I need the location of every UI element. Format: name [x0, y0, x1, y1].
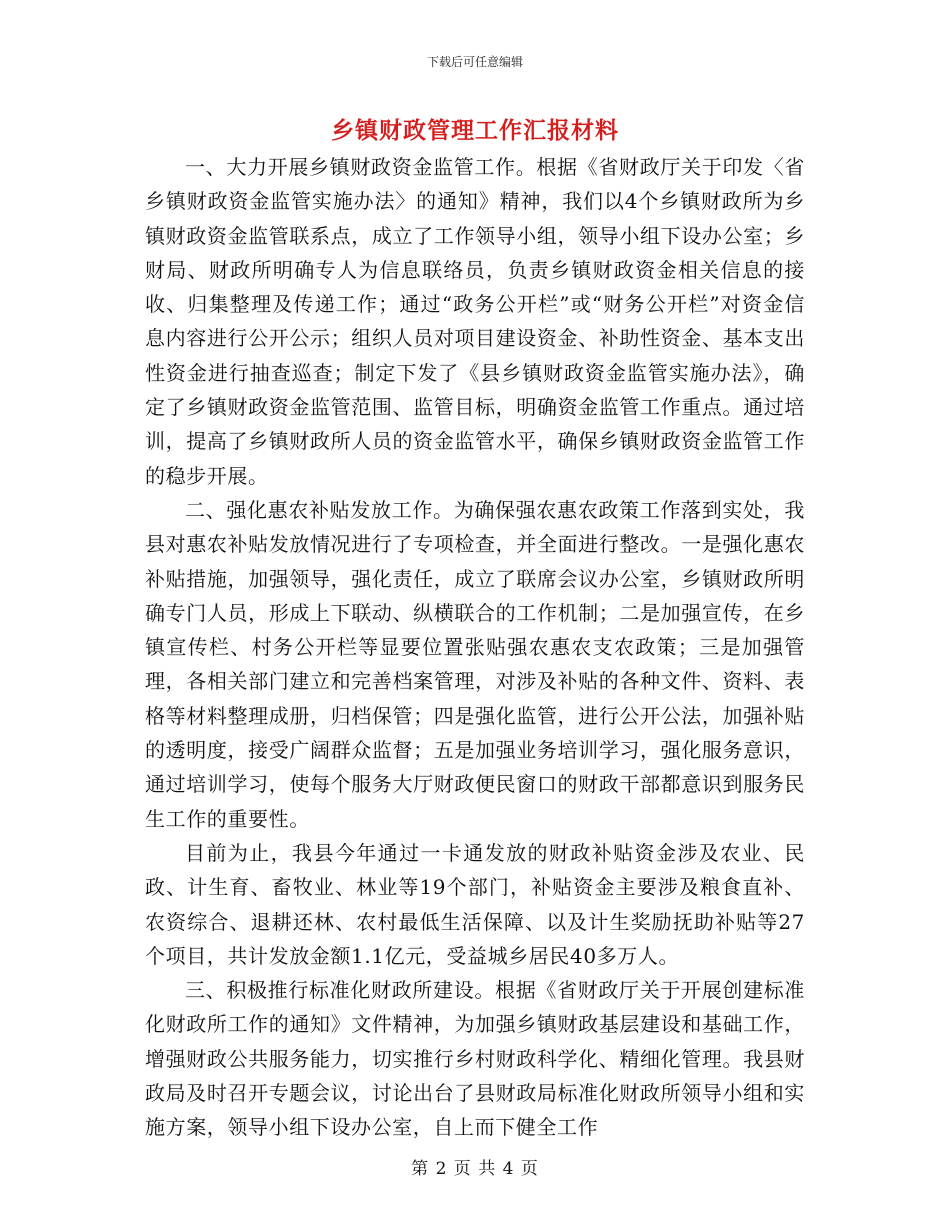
page-footer: 第 2 页 共 4 页 — [411, 1159, 539, 1179]
document-title: 乡镇财政管理工作汇报材料 — [331, 117, 619, 144]
document-body — [145, 150, 805, 1145]
header-note: 下载后可任意编辑 — [426, 55, 523, 69]
paragraph-1: 一、大力开展乡镇财政资金监管工作。根据《省财政厅关于印发〈省乡镇财政资金监管实施办法〉的通知》精神，我们以4个乡镇财政所为乡镇财政资金监管联系点，成立了工作领导小组，领导小组下设办公室；乡财局、财政所明确专人为信息联络员，负责乡镇财政资金相关信息的接收、归集整理及传递工作；通过“政务公开栏”或“财务公开栏”对资金信息内容进行公开公示；组织人员对项目建设资金、补助性资金、基本支出性资金进行抽查巡查；制定下发了《县乡镇财政资金监管实施办法》，确定了乡镇财政资金监管范围、监管目标，明确资金监管工作重点。通过培训，提高了乡镇财政所人员的资金监管水平，确保乡镇财政资金监管工作的稳步开展。 — [145, 155, 805, 488]
paragraph-2: 二、强化惠农补贴发放工作。为确保强农惠农政策工作落到实处，我县对惠农补贴发放情况进行了专项检查，并全面进行整改。一是强化惠农补贴措施，加强领导，强化责任，成立了联席会议办公室，乡镇财政所明确专门人员，形成上下联动、纵横联合的工作机制；二是加强宣传，在乡镇宣传栏、村务公开栏等显要位置张贴强农惠农支农政策；三是加强管理，各相关部门建立和完善档案管理，对涉及补贴的各种文件、资料、表格等材料整理成册，归档保管；四是强化监管，进行公开公法，加强补贴的透明度，接受广阔群众监督；五是加强业务培训学习，强化服务意识，通过培训学习，使每个服务大厅财政便民窗口的财政干部都意识到服务民生工作的重要性。 — [145, 497, 805, 831]
paragraph-4: 三、积极推行标准化财政所建设。根据《省财政厅关于开展创建标准化财政所工作的通知》文件精神，为加强乡镇财政基层建设和基础工作，增强财政公共服务能力，切实推行乡村财政科学化、精细化管理。我县财政局及时召开专题会议，讨论出台了县财政局标准化财政所领导小组和实施方案，领导小组下设办公室，自上而下健全工作 — [145, 978, 805, 1140]
paragraph-3: 目前为止，我县今年通过一卡通发放的财政补贴资金涉及农业、民政、计生育、畜牧业、林业等19个部门，补贴资金主要涉及粮食直补、农资综合、退耕还林、农村最低生活保障、以及计生奖励抚助补贴等27个项目，共计发放金额1.1亿元，受益城乡居民40多万人。 — [145, 840, 805, 968]
